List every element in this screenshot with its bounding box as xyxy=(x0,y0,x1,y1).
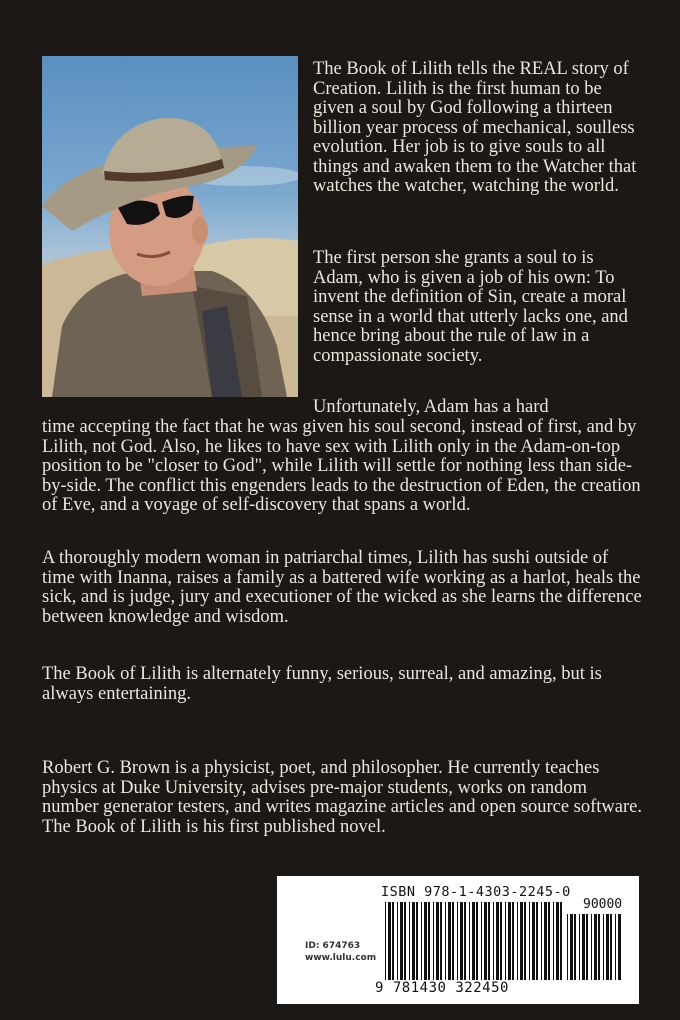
blurb-paragraph-3-continued: time accepting the fact that he was given his soul second, instead of first, and by Lilith, not God. Also, he likes to have sex with Lilith only in the Adam-on-top position to be "closer to God", while Lilith will settle for nothing less than side-by-side. The conflict this engenders leads to the destruction of Eden, the creation of Eve, and a voyage of self-discovery that spans a world. xyxy=(42,417,641,515)
barcode-stripe xyxy=(567,914,568,980)
barcode-stripe xyxy=(582,914,585,980)
barcode-stripe xyxy=(436,902,439,980)
barcode-stripe xyxy=(520,902,523,980)
barcode-stripe xyxy=(424,902,427,980)
barcode-stripe xyxy=(496,902,499,980)
barcode-stripe xyxy=(452,902,454,980)
barcode-stripe xyxy=(579,914,580,980)
barcode-stripe xyxy=(529,902,530,980)
barcode-stripe xyxy=(476,902,478,980)
id-label: ID: 674763 xyxy=(305,941,361,951)
barcode-stripe xyxy=(412,902,415,980)
barcode-stripe xyxy=(433,902,434,980)
barcode-stripe xyxy=(574,914,576,980)
price-code: 90000 xyxy=(583,897,623,912)
barcode-stripe xyxy=(548,902,550,980)
blurb-paragraph-5: The Book of Lilith is alternately funny, serious, surreal, and amazing, but is always entertaining. xyxy=(42,664,602,704)
author-photo-illustration xyxy=(42,56,298,397)
barcode-stripe xyxy=(388,902,391,980)
barcode-stripe xyxy=(500,902,502,980)
barcode-stripe xyxy=(570,914,573,980)
author-photo xyxy=(42,56,298,397)
barcode-stripe xyxy=(505,902,506,980)
blurb-paragraph-3-start: Unfortunately, Adam has a hard xyxy=(313,397,549,417)
barcode-stripe xyxy=(544,902,547,980)
addon-barcode xyxy=(567,914,625,980)
barcode-stripe xyxy=(464,902,466,980)
barcode-stripe xyxy=(488,902,490,980)
barcode-stripe xyxy=(532,902,535,980)
barcode-stripe xyxy=(553,902,554,980)
barcode-stripe xyxy=(472,902,475,980)
barcode-stripe xyxy=(448,902,451,980)
barcode-stripe xyxy=(615,914,616,980)
ean-digits: 9 781430 322450 xyxy=(375,980,509,996)
barcode-stripe xyxy=(591,914,592,980)
blurb-paragraph-4: A thoroughly modern woman in patriarchal times, Lilith has sushi outside of time with Inanna, raises a family as a battered wife working as a harlot, heals the sick, and is judge, jury and executioner of the wicked as she learns the difference between knowledge and wisdom. xyxy=(42,548,642,627)
barcode-stripe xyxy=(397,902,398,980)
barcode-stripe xyxy=(428,902,430,980)
barcode-stripe xyxy=(524,902,526,980)
barcode-stripe xyxy=(440,902,442,980)
barcode-stripe xyxy=(508,902,511,980)
site-label: www.lulu.com xyxy=(305,953,377,963)
barcode-stripe xyxy=(560,902,562,980)
blurb-paragraph-1: The Book of Lilith tells the REAL story of Creation. Lilith is the first human to be given a soul by God following a thirteen billion year process of mechanical, soulless evolution. Her job is to give souls to all things and awaken them to the Watcher that watches the watcher, watching the world. xyxy=(313,59,637,196)
barcode-stripe xyxy=(618,914,621,980)
barcode-stripe xyxy=(445,902,446,980)
barcode-stripe xyxy=(421,902,422,980)
barcode-stripe xyxy=(606,914,609,980)
barcode-stripe xyxy=(457,902,458,980)
blurb-paragraph-2: The first person she grants a soul to is Adam, who is given a job of his own: To invent the definition of Sin, create a moral sense in a world that utterly lacks one, and hence bring about the rule of law in a compassionate society. xyxy=(313,248,628,366)
barcode-stripe xyxy=(610,914,612,980)
author-bio: Robert G. Brown is a physicist, poet, and philosopher. He currently teaches physics at Duke University, advises pre-major students, works on random number generator testers, and writes magazine articles and open source software. The Book of Lilith is his first published novel. xyxy=(42,758,642,837)
barcode-stripe xyxy=(598,914,600,980)
isbn-label: ISBN 978-1-4303-2245-0 xyxy=(381,884,571,900)
barcode-stripe xyxy=(392,902,394,980)
barcode-stripe xyxy=(385,902,386,980)
barcode-stripe xyxy=(541,902,542,980)
publisher-id xyxy=(305,940,376,964)
barcode-stripe xyxy=(493,902,494,980)
barcode-stripe xyxy=(416,902,418,980)
barcode-stripe xyxy=(517,902,518,980)
barcode-stripe xyxy=(481,902,482,980)
barcode-stripe xyxy=(536,902,538,980)
barcode-box xyxy=(277,876,639,1004)
barcode-stripe xyxy=(404,902,406,980)
barcode-stripe xyxy=(512,902,514,980)
barcode-stripe xyxy=(594,914,597,980)
barcode-stripe xyxy=(484,902,487,980)
barcode-stripe xyxy=(460,902,463,980)
barcode-stripe xyxy=(400,902,403,980)
barcode-stripe xyxy=(469,902,470,980)
barcode-stripe xyxy=(586,914,588,980)
barcode-stripe xyxy=(409,902,410,980)
ean-barcode xyxy=(385,902,567,980)
barcode-stripe xyxy=(603,914,604,980)
barcode-stripe xyxy=(556,902,559,980)
